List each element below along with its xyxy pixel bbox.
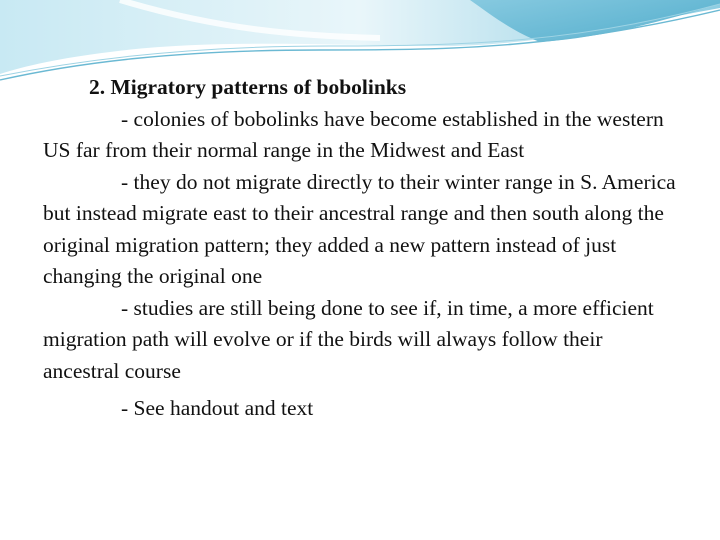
bullet-dash: -	[121, 169, 129, 194]
bullet-text: colonies of bobolinks have become established in the western US far from their normal range in the Midwest and East	[43, 106, 664, 162]
bullet-dash: -	[121, 396, 129, 420]
bullet-dash: -	[121, 295, 129, 320]
bullet-dash: -	[121, 106, 129, 131]
bullet-point	[43, 393, 683, 425]
slide-body	[43, 72, 683, 425]
bullet-text: See handout and text	[133, 396, 314, 420]
bullet-point	[43, 293, 683, 388]
bullet-text: they do not migrate directly to their winter range in S. America but instead migrate east to their ancestral range and then south along the original migration pattern; they added a new pattern instead of just changing the original one	[43, 169, 676, 288]
bullet-text: studies are still being done to see if, in time, a more efficient migration path will evolve or if the birds will always follow their ancestral course	[43, 295, 654, 383]
bullet-point	[43, 104, 683, 167]
slide-heading: 2. Migratory patterns of bobolinks	[89, 75, 407, 99]
bullet-point	[43, 167, 683, 293]
